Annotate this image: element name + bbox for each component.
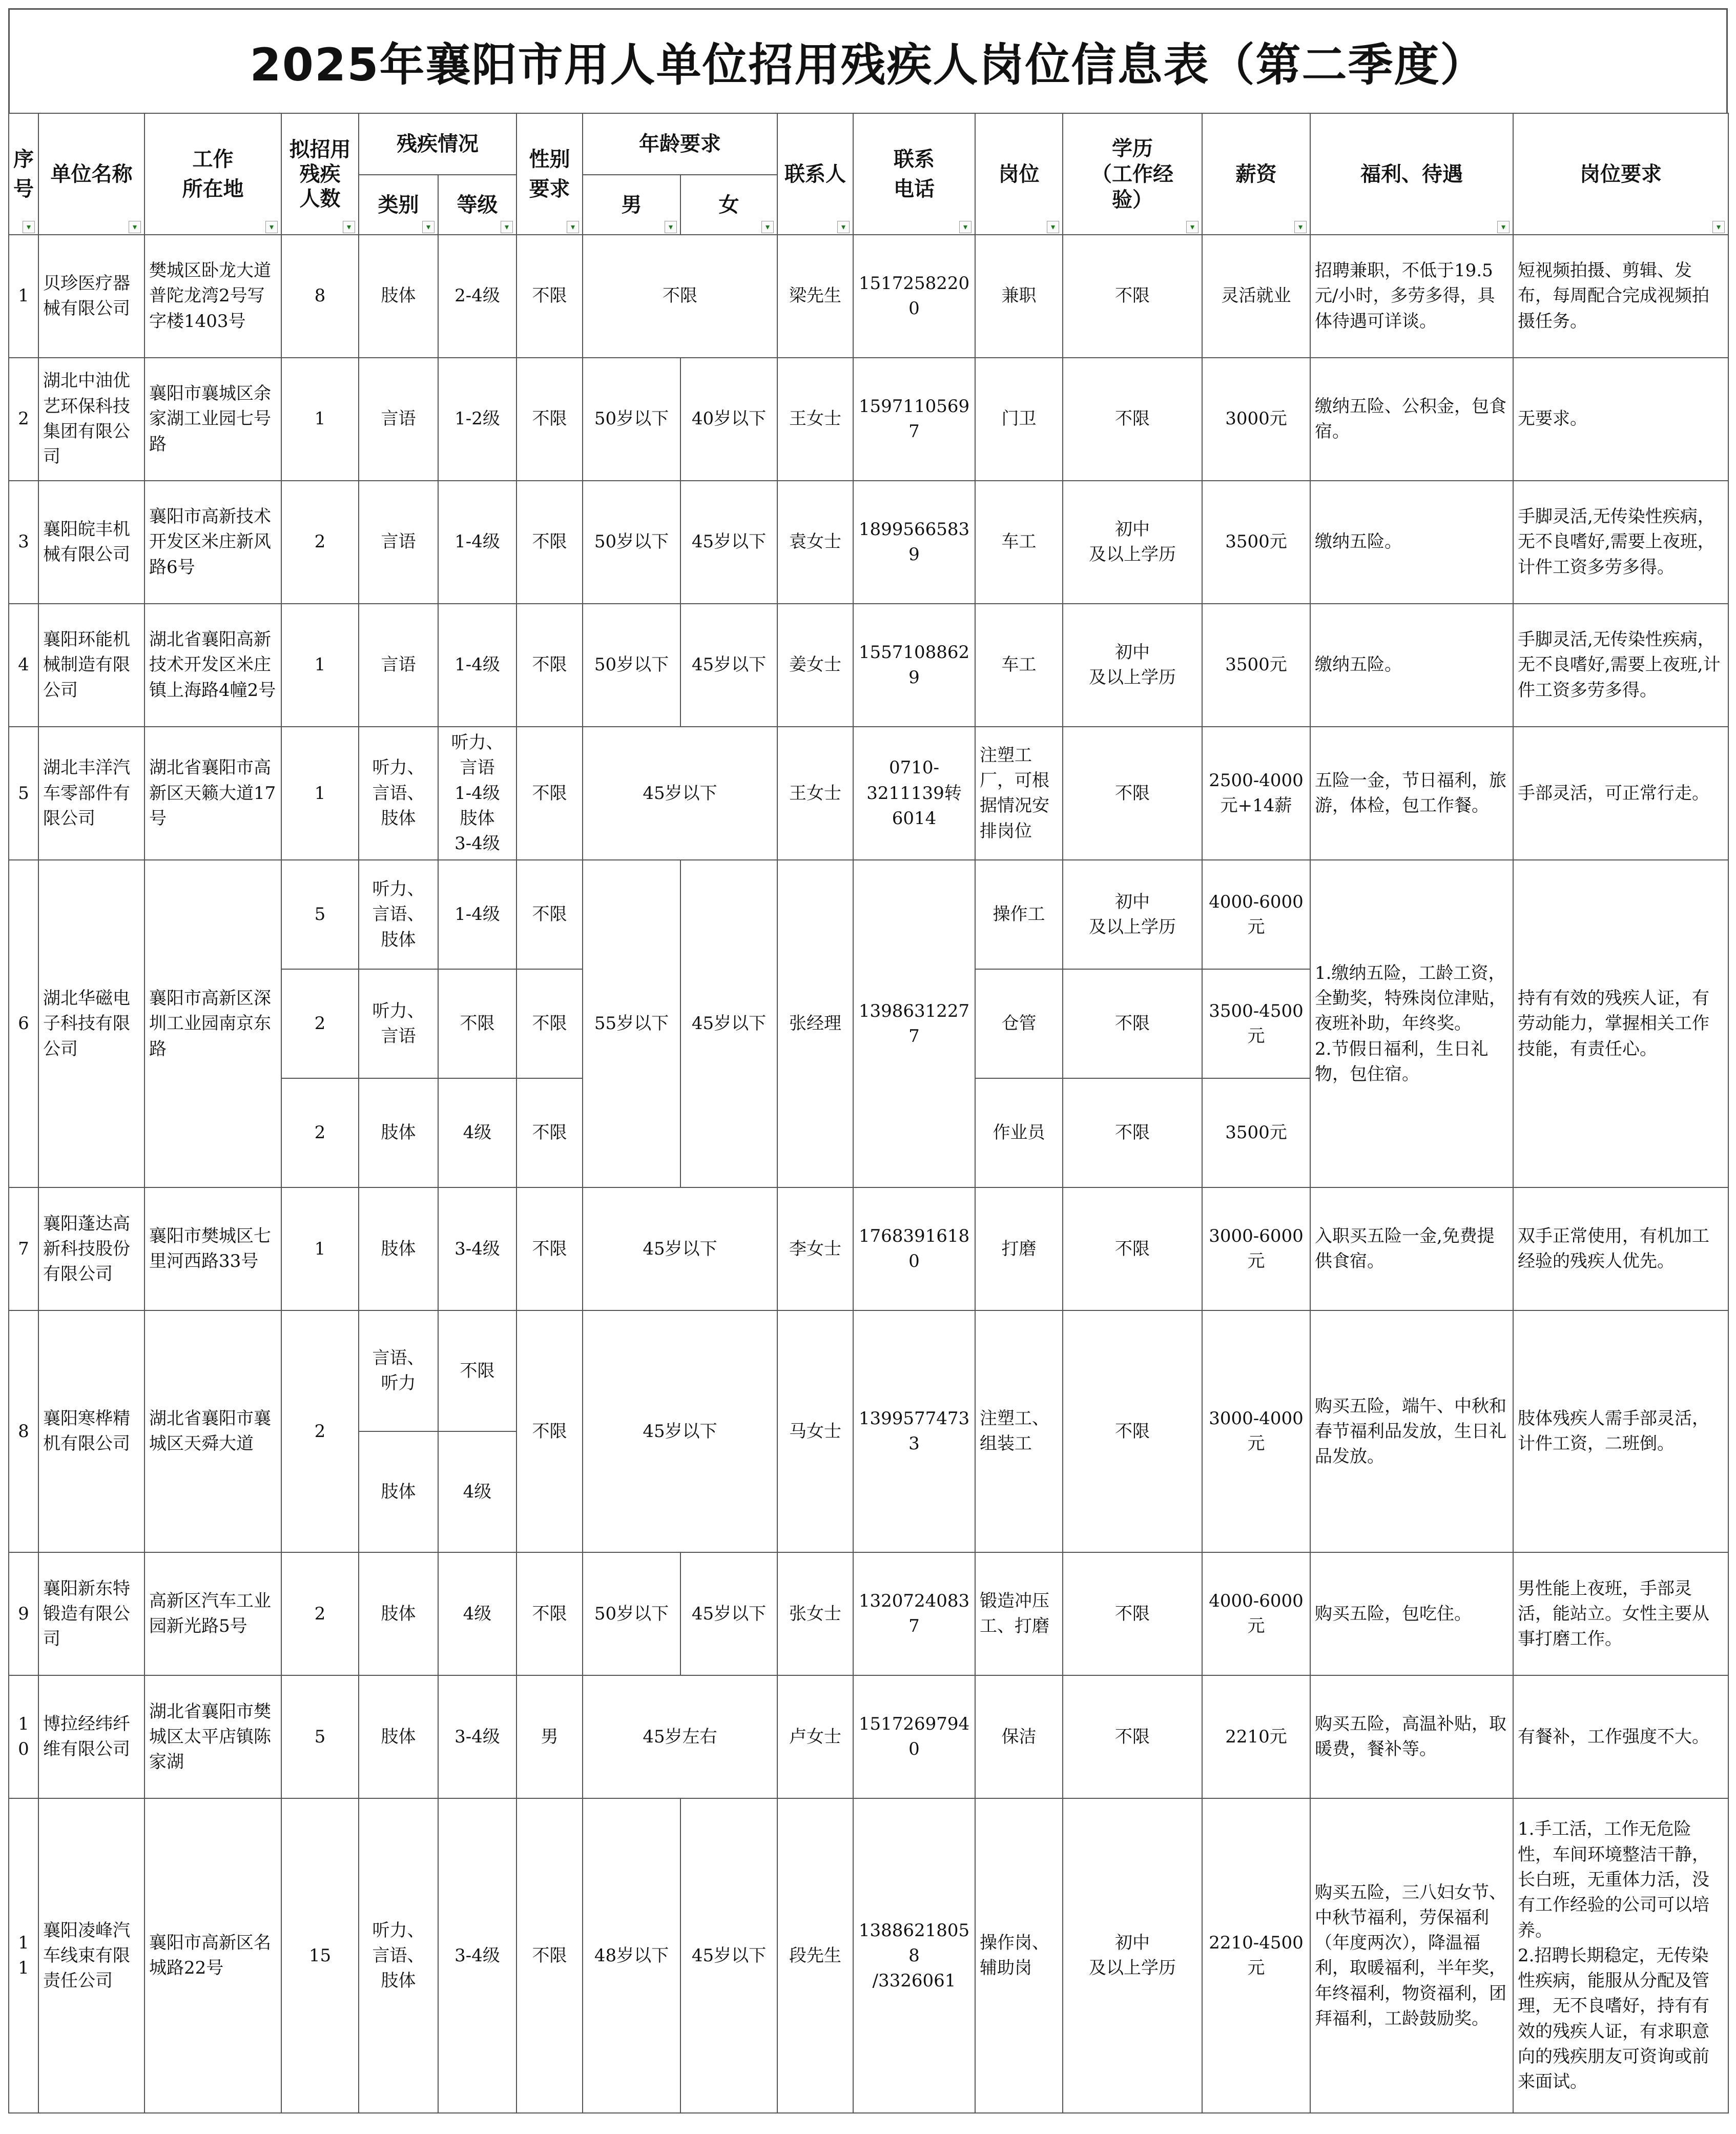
cell-contact: 张经理 (777, 860, 853, 1187)
cell-age-male: 50岁以下 (583, 1552, 680, 1675)
cell-contact: 李女士 (777, 1187, 853, 1310)
cell-welfare: 缴纳五险。 (1310, 481, 1513, 604)
cell-requirements: 短视频拍摄、剪辑、发布，每周配合完成视频拍摄任务。 (1513, 235, 1728, 358)
cell-requirements: 1.手工活，工作无危险性，车间环境整洁干静，长白班，无重体力活，没有工作经验的公司可以培养。 2.招聘长期稳定，无传染性疾病，能服从分配及管理，无不良嗜好，持有有效的残疾人证，有求职意向的残疾朋友可资询或前来面试。 (1513, 1798, 1728, 2113)
cell-welfare: 1.缴纳五险，工龄工资，全勤奖，特殊岗位津贴，夜班补助，年终奖。 2.节假日福利，生日礼物，包住宿。 (1310, 860, 1513, 1187)
cell-age-female: 40岁以下 (680, 358, 777, 481)
header-dis-level[interactable]: 等级 ▾ (438, 175, 516, 235)
cell-edu: 不限 (1063, 1552, 1202, 1675)
cell-post: 兼职 (975, 235, 1063, 358)
header-requirements[interactable]: 岗位要求 ▾ (1513, 113, 1728, 235)
cell-count: 1 (281, 358, 359, 481)
cell-dis-level: 1-4级 (438, 481, 516, 604)
cell-count: 1 (281, 727, 359, 860)
cell-location: 高新区汽车工业园新光路5号 (144, 1552, 281, 1675)
cell-company: 襄阳皖丰机械有限公司 (38, 481, 144, 604)
cell-dis-level: 听力、 言语 1-4级 肢体 3-4级 (438, 727, 516, 860)
cell-count: 8 (281, 235, 359, 358)
cell-dis-level: 4级 (438, 1431, 516, 1552)
cell-age-female: 45岁以下 (680, 604, 777, 727)
cell-age-female: 45岁以下 (680, 1798, 777, 2113)
cell-edu: 不限 (1063, 235, 1202, 358)
table-row (9, 604, 1728, 727)
cell-gender: 不限 (516, 1187, 583, 1310)
cell-location: 湖北省襄阳市樊城区太平店镇陈家湖 (144, 1675, 281, 1798)
cell-phone: 15971105697 (853, 358, 975, 481)
cell-post: 锻造冲压工、打磨 (975, 1552, 1063, 1675)
cell-dis-type: 言语、 听力 (359, 1310, 438, 1431)
cell-dis-type: 肢体 (359, 1187, 438, 1310)
cell-requirements: 手脚灵活,无传染性疾病，无不良嗜好,需要上夜班，计件工资多劳多得。 (1513, 481, 1728, 604)
cell-age: 45岁左右 (583, 1675, 777, 1798)
cell-dis-level: 不限 (438, 969, 516, 1078)
cell-age-male: 50岁以下 (583, 604, 680, 727)
cell-dis-type: 听力、 言语、 肢体 (359, 727, 438, 860)
cell-post: 仓管 (975, 969, 1063, 1078)
header-company[interactable]: 单位名称 ▾ (38, 113, 144, 235)
cell-dis-type: 肢体 (359, 1552, 438, 1675)
cell-post: 门卫 (975, 358, 1063, 481)
cell-phone: 0710- 3211139转 6014 (853, 727, 975, 860)
cell-gender: 不限 (516, 727, 583, 860)
cell-company: 襄阳蓬达高新科技股份有限公司 (38, 1187, 144, 1310)
cell-count: 15 (281, 1798, 359, 2113)
cell-gender: 不限 (516, 604, 583, 727)
cell-gender: 男 (516, 1675, 583, 1798)
cell-age-male: 50岁以下 (583, 481, 680, 604)
cell-age-male: 50岁以下 (583, 358, 680, 481)
spreadsheet (8, 8, 1728, 2126)
cell-dis-level: 1-4级 (438, 604, 516, 727)
cell-salary: 2500-4000元+14薪 (1202, 727, 1310, 860)
table-row (9, 860, 1728, 969)
header-contact[interactable]: 联系人 ▾ (777, 113, 853, 235)
cell-company: 襄阳新东特锻造有限公司 (38, 1552, 144, 1675)
table-row (9, 1187, 1728, 1310)
cell-dis-type: 肢体 (359, 1431, 438, 1552)
cell-requirements: 肢体残疾人需手部灵活，计件工资，二班倒。 (1513, 1310, 1728, 1552)
cell-salary: 3000-4000元 (1202, 1310, 1310, 1552)
header-disability: 残疾情况 (359, 113, 516, 175)
cell-location: 襄阳市高新区深圳工业园南京东路 (144, 860, 281, 1187)
cell-company: 襄阳寒桦精机有限公司 (38, 1310, 144, 1552)
cell-salary: 4000-6000元 (1202, 1552, 1310, 1675)
cell-company: 湖北中油优艺环保科技集团有限公司 (38, 358, 144, 481)
cell-age-female: 45岁以下 (680, 1552, 777, 1675)
cell-dis-type: 听力、 言语 (359, 969, 438, 1078)
cell-age: 45岁以下 (583, 1187, 777, 1310)
cell-post: 注塑工、组装工 (975, 1310, 1063, 1552)
cell-salary: 3000-6000元 (1202, 1187, 1310, 1310)
cell-contact: 王女士 (777, 358, 853, 481)
cell-welfare: 入职买五险一金,免费提供食宿。 (1310, 1187, 1513, 1310)
cell-location: 湖北省襄阳市襄城区天舜大道 (144, 1310, 281, 1552)
cell-count: 5 (281, 1675, 359, 1798)
cell-contact: 马女士 (777, 1310, 853, 1552)
cell-gender: 不限 (516, 1552, 583, 1675)
cell-edu: 不限 (1063, 1078, 1202, 1187)
cell-contact: 袁女士 (777, 481, 853, 604)
table-row (9, 1675, 1728, 1798)
cell-dis-type: 听力、 言语、 肢体 (359, 1798, 438, 2113)
cell-edu: 不限 (1063, 1310, 1202, 1552)
cell-post: 保洁 (975, 1675, 1063, 1798)
cell-post: 作业员 (975, 1078, 1063, 1187)
cell-count: 5 (281, 860, 359, 969)
cell-dis-level: 2-4级 (438, 235, 516, 358)
cell-company: 贝珍医疗器械有限公司 (38, 235, 144, 358)
cell-count: 2 (281, 969, 359, 1078)
cell-requirements: 男性能上夜班，手部灵活，能站立。女性主要从事打磨工作。 (1513, 1552, 1728, 1675)
cell-location: 襄阳市樊城区七里河西路33号 (144, 1187, 281, 1310)
cell-company: 襄阳环能机械制造有限公司 (38, 604, 144, 727)
header-gender[interactable]: 性别 要求 ▾ (516, 113, 583, 235)
table-row (9, 1310, 1728, 1431)
cell-seq: 2 (9, 358, 38, 481)
cell-location: 湖北省襄阳高新技术开发区米庄镇上海路4幢2号 (144, 604, 281, 727)
cell-location: 襄阳市襄城区余家湖工业园七号路 (144, 358, 281, 481)
cell-welfare: 购买五险，三八妇女节、中秋节福利，劳保福利（年度两次），降温福利，取暖福利，半年奖，年终福利，物资福利，团拜福利，工龄鼓励奖。 (1310, 1798, 1513, 2113)
cell-location: 樊城区卧龙大道普陀龙湾2号写字楼1403号 (144, 235, 281, 358)
cell-welfare: 购买五险，包吃住。 (1310, 1552, 1513, 1675)
cell-gender: 不限 (516, 1798, 583, 2113)
cell-phone: 15172582200 (853, 235, 975, 358)
cell-post: 车工 (975, 604, 1063, 727)
cell-welfare: 缴纳五险。 (1310, 604, 1513, 727)
cell-requirements: 手脚灵活,无传染性疾病，无不良嗜好,需要上夜班,计件工资多劳多得。 (1513, 604, 1728, 727)
cell-edu: 不限 (1063, 1675, 1202, 1798)
cell-welfare: 购买五险，端午、中秋和春节福利品发放，生日礼品发放。 (1310, 1310, 1513, 1552)
cell-dis-level: 4级 (438, 1078, 516, 1187)
cell-phone: 15571088629 (853, 604, 975, 727)
cell-requirements: 有餐补，工作强度不大。 (1513, 1675, 1728, 1798)
cell-edu: 不限 (1063, 727, 1202, 860)
cell-phone: 15172697940 (853, 1675, 975, 1798)
cell-age-female: 45岁以下 (680, 481, 777, 604)
cell-count: 2 (281, 1552, 359, 1675)
cell-contact: 姜女士 (777, 604, 853, 727)
header-location[interactable]: 工作 所在地 ▾ (144, 113, 281, 235)
cell-requirements: 无要求。 (1513, 358, 1728, 481)
cell-seq: 10 (9, 1675, 38, 1798)
jobs-table (8, 113, 1729, 2114)
cell-post: 操作岗、辅助岗 (975, 1798, 1063, 2113)
cell-salary: 4000-6000元 (1202, 860, 1310, 969)
cell-count: 1 (281, 1187, 359, 1310)
cell-age-male: 55岁以下 (583, 860, 680, 1187)
cell-contact: 梁先生 (777, 235, 853, 358)
cell-company: 博拉经纬纤维有限公司 (38, 1675, 144, 1798)
cell-post: 打磨 (975, 1187, 1063, 1310)
table-row (9, 481, 1728, 604)
cell-seq: 8 (9, 1310, 38, 1552)
cell-edu: 初中 及以上学历 (1063, 604, 1202, 727)
cell-dis-type: 肢体 (359, 1078, 438, 1187)
cell-company: 湖北华磁电子科技有限公司 (38, 860, 144, 1187)
cell-seq: 4 (9, 604, 38, 727)
cell-phone: 13207240837 (853, 1552, 975, 1675)
cell-age: 45岁以下 (583, 727, 777, 860)
table-row (9, 358, 1728, 481)
cell-dis-level: 4级 (438, 1552, 516, 1675)
table-row (9, 235, 1728, 358)
cell-dis-type: 肢体 (359, 1675, 438, 1798)
header-welfare[interactable]: 福利、待遇 ▾ (1310, 113, 1513, 235)
cell-post: 注塑工厂，可根据情况安排岗位 (975, 727, 1063, 860)
cell-count: 2 (281, 1310, 359, 1552)
cell-contact: 段先生 (777, 1798, 853, 2113)
header-edu[interactable]: 学历 （工作经 验） ▾ (1063, 113, 1202, 235)
cell-welfare: 购买五险，高温补贴，取暖费，餐补等。 (1310, 1675, 1513, 1798)
header-age: 年龄要求 (583, 113, 777, 175)
cell-salary: 灵活就业 (1202, 235, 1310, 358)
cell-contact: 王女士 (777, 727, 853, 860)
cell-post: 操作工 (975, 860, 1063, 969)
cell-phone: 17683916180 (853, 1187, 975, 1310)
cell-dis-level: 1-4级 (438, 860, 516, 969)
cell-gender: 不限 (516, 1310, 583, 1552)
header-post[interactable]: 岗位 ▾ (975, 113, 1063, 235)
cell-salary: 3500元 (1202, 1078, 1310, 1187)
cell-contact: 卢女士 (777, 1675, 853, 1798)
cell-dis-type: 言语 (359, 604, 438, 727)
cell-salary: 2210元 (1202, 1675, 1310, 1798)
cell-edu: 初中 及以上学历 (1063, 860, 1202, 969)
cell-dis-type: 肢体 (359, 235, 438, 358)
cell-post: 车工 (975, 481, 1063, 604)
cell-requirements: 双手正常使用，有机加工经验的残疾人优先。 (1513, 1187, 1728, 1310)
header-count[interactable]: 拟招用 残疾 人数 ▾ (281, 113, 359, 235)
cell-edu: 初中 及以上学历 (1063, 481, 1202, 604)
cell-age: 不限 (583, 235, 777, 358)
cell-company: 襄阳凌峰汽车线束有限责任公司 (38, 1798, 144, 2113)
cell-salary: 2210-4500元 (1202, 1798, 1310, 2113)
cell-seq: 9 (9, 1552, 38, 1675)
cell-salary: 3000元 (1202, 358, 1310, 481)
cell-age-female: 45岁以下 (680, 860, 777, 1187)
header-female[interactable]: 女 ▾ (680, 175, 777, 235)
cell-requirements: 手部灵活，可正常行走。 (1513, 727, 1728, 860)
cell-salary: 3500元 (1202, 481, 1310, 604)
header-seq[interactable]: 序号 ▾ (9, 113, 38, 235)
cell-seq: 5 (9, 727, 38, 860)
cell-seq: 3 (9, 481, 38, 604)
cell-age-male: 48岁以下 (583, 1798, 680, 2113)
cell-phone: 13995774733 (853, 1310, 975, 1552)
cell-gender: 不限 (516, 969, 583, 1078)
cell-gender: 不限 (516, 860, 583, 969)
cell-dis-type: 言语 (359, 481, 438, 604)
cell-salary: 3500元 (1202, 604, 1310, 727)
table-row (9, 1552, 1728, 1675)
cell-dis-type: 听力、 言语、 肢体 (359, 860, 438, 969)
cell-seq: 6 (9, 860, 38, 1187)
page-title: 2025年襄阳市用人单位招用残疾人岗位信息表（第二季度） (8, 8, 1728, 113)
cell-seq: 7 (9, 1187, 38, 1310)
cell-phone: 13986312277 (853, 860, 975, 1187)
cell-location: 襄阳市高新区名城路22号 (144, 1798, 281, 2113)
cell-age: 45岁以下 (583, 1310, 777, 1552)
header-salary[interactable]: 薪资 ▾ (1202, 113, 1310, 235)
cell-requirements: 持有有效的残疾人证，有劳动能力，掌握相关工作技能，有责任心。 (1513, 860, 1728, 1187)
cell-edu: 不限 (1063, 969, 1202, 1078)
cell-gender: 不限 (516, 481, 583, 604)
table-row (9, 727, 1728, 860)
cell-count: 1 (281, 604, 359, 727)
header-phone[interactable]: 联系 电话 ▾ (853, 113, 975, 235)
cell-dis-level: 3-4级 (438, 1798, 516, 2113)
cell-contact: 张女士 (777, 1552, 853, 1675)
cell-seq: 11 (9, 1798, 38, 2113)
table-row (9, 1798, 1728, 2113)
cell-dis-type: 言语 (359, 358, 438, 481)
cell-count: 2 (281, 1078, 359, 1187)
cell-gender: 不限 (516, 1078, 583, 1187)
cell-edu: 初中 及以上学历 (1063, 1798, 1202, 2113)
cell-location: 襄阳市高新技术开发区米庄新风路6号 (144, 481, 281, 604)
cell-phone: 13886218058 /3326061 (853, 1798, 975, 2113)
cell-edu: 不限 (1063, 1187, 1202, 1310)
cell-count: 2 (281, 481, 359, 604)
cell-dis-level: 3-4级 (438, 1187, 516, 1310)
cell-location: 湖北省襄阳市高新区天籁大道17号 (144, 727, 281, 860)
header-male[interactable]: 男 ▾ (583, 175, 680, 235)
cell-dis-level: 1-2级 (438, 358, 516, 481)
cell-salary: 3500-4500元 (1202, 969, 1310, 1078)
cell-dis-level: 3-4级 (438, 1675, 516, 1798)
cell-welfare: 缴纳五险、公积金，包食宿。 (1310, 358, 1513, 481)
cell-company: 湖北丰洋汽车零部件有限公司 (38, 727, 144, 860)
cell-phone: 18995665839 (853, 481, 975, 604)
cell-welfare: 招聘兼职，不低于19.5元/小时，多劳多得，具体待遇可详谈。 (1310, 235, 1513, 358)
cell-gender: 不限 (516, 235, 583, 358)
cell-gender: 不限 (516, 358, 583, 481)
cell-welfare: 五险一金，节日福利，旅游，体检，包工作餐。 (1310, 727, 1513, 860)
cell-edu: 不限 (1063, 358, 1202, 481)
header-dis-type[interactable]: 类别 ▾ (359, 175, 438, 235)
table-body (9, 235, 1728, 2113)
cell-dis-level: 不限 (438, 1310, 516, 1431)
cell-seq: 1 (9, 235, 38, 358)
